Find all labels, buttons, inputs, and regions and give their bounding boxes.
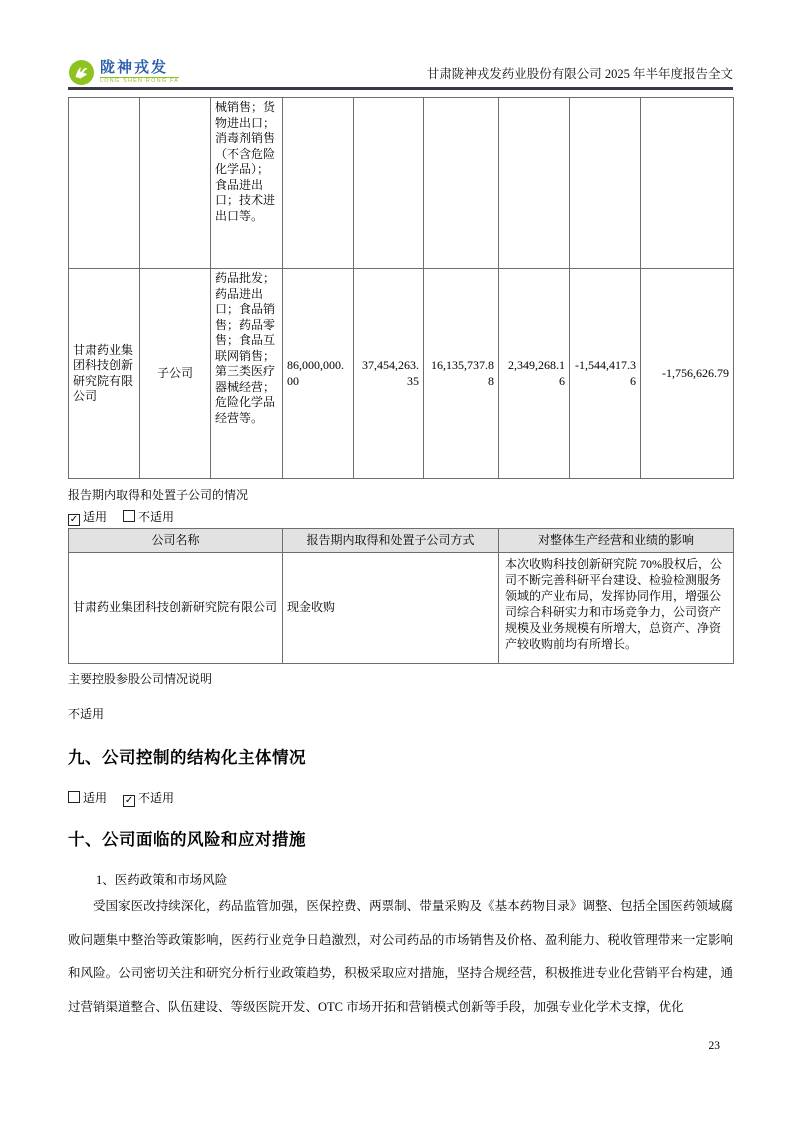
table-cell-operating-profit: -1,544,417.36 <box>570 269 641 479</box>
header-divider <box>68 87 733 90</box>
table-row <box>69 553 734 664</box>
table-cell-net-profit: -1,756,626.79 <box>641 269 734 479</box>
table-cell <box>69 98 140 269</box>
checkbox-unchecked-icon <box>123 510 135 522</box>
table-cell <box>499 98 570 269</box>
column-header-method: 报告期内取得和处置子公司方式 <box>283 529 499 553</box>
checkbox-unchecked-icon <box>68 791 80 803</box>
acquisition-applicability <box>68 509 733 526</box>
logo-icon <box>68 59 95 86</box>
brand-name-en: LONG SHEN RONG FA <box>100 78 180 85</box>
table-cell-company-type: 子公司 <box>140 269 211 479</box>
section9-heading: 九、公司控制的结构化主体情况 <box>68 749 306 767</box>
risk-item-title: 1、医药政策和市场风险 <box>96 873 228 887</box>
not-applicable-label: 不适用 <box>138 791 175 805</box>
table-cell-company: 甘肃药业集团科技创新研究院有限公司 <box>69 553 283 664</box>
company-logo <box>68 59 179 86</box>
page-number: 23 <box>708 1040 720 1052</box>
table-cell <box>354 98 424 269</box>
table-cell <box>283 98 354 269</box>
not-applicable-label: 不适用 <box>138 510 175 524</box>
checkbox-checked-icon: ✓ <box>124 795 134 806</box>
section9-applicability <box>68 790 733 807</box>
risk-item-body: 受国家医改持续深化，药品监管加强，医保控费、两票制、带量采购及《基本药物目录》调整、包括全国医药领域腐败问题集中整治等政策影响，医药行业竞争日趋激烈，对公司药品的市场销售及价格、盈利能力、税收管理带来一定影响和风险。公司密切关注和研究分析行业政策趋势，积极采取应对措施，坚持合规经营，积极推进专业化营销平台构建，通过营销渠道整合、队伍建设、等级医院开发、OTC 市场开拓和营销模式创新等手段，加强专业化学术支撑，优化 <box>68 899 733 1014</box>
subsidiaries-table <box>68 97 734 479</box>
table-cell <box>570 98 641 269</box>
table-cell-main-business: 械销售；货物进出口；消毒剂销售（不含危险化学品）；食品进出口；技术进出口等。 <box>211 98 283 269</box>
applicable-label: 适用 <box>83 791 108 805</box>
table-cell-revenue: 2,349,268.16 <box>499 269 570 479</box>
table-row <box>69 98 734 269</box>
table-cell-company-name: 甘肃药业集团科技创新研究院有限公司 <box>69 269 140 479</box>
section10-heading: 十、公司面临的风险和应对措施 <box>68 831 306 849</box>
column-header-company: 公司名称 <box>69 529 283 553</box>
table-cell-main-business: 药品批发；药品进出口；食品销售；药品零售；食品互联网销售；第三类医疗器械经营；危险化学品经营等。 <box>211 269 283 479</box>
table-row <box>69 269 734 479</box>
brand-name-cn: 陇神戎发 <box>100 59 169 77</box>
page-header <box>68 44 733 86</box>
applicable-label: 适用 <box>83 510 108 524</box>
table-cell-impact: 本次收购科技创新研究院 70%股权后，公司不断完善科研平台建设、检验检测服务领域的产业布局，发挥协同作用，增强公司综合科研实力和市场竞争力，公司资产规模及业务规模有所增大，总资产、净资产较收购前均有所增长。 <box>499 553 734 664</box>
table-cell-total-assets: 37,454,263.35 <box>354 269 424 479</box>
table-cell-net-assets: 16,135,737.88 <box>424 269 499 479</box>
column-header-impact: 对整体生产经营和业绩的影响 <box>499 529 734 553</box>
report-title: 甘肃陇神戎发药业股份有限公司 2025 年半年度报告全文 <box>426 67 733 81</box>
table-cell <box>140 98 211 269</box>
holding-note-caption: 主要控股参股公司情况说明 <box>68 672 213 686</box>
table-cell <box>424 98 499 269</box>
table-cell <box>641 98 734 269</box>
table-cell-registered-capital: 86,000,000.00 <box>283 269 354 479</box>
holding-note-content: 不适用 <box>68 707 105 721</box>
checkbox-checked-icon: ✓ <box>69 514 79 525</box>
table-header-row <box>69 529 734 553</box>
table-cell-method: 现金收购 <box>283 553 499 664</box>
acquisition-table <box>68 528 734 664</box>
acquisition-caption: 报告期内取得和处置子公司的情况 <box>68 488 249 502</box>
